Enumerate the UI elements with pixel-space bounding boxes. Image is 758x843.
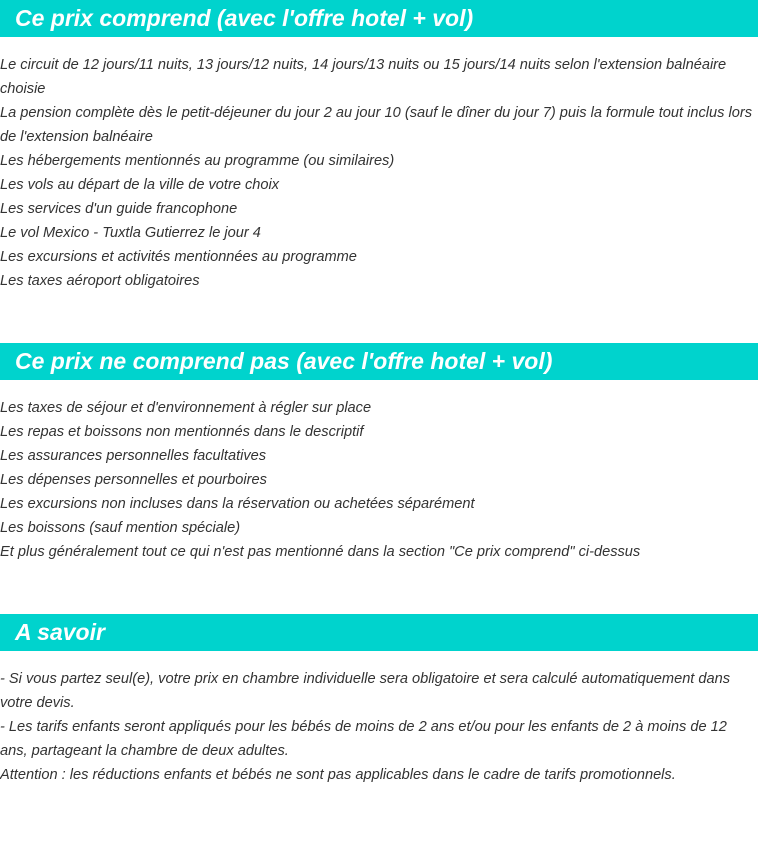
list-item: La pension complète dès le petit-déjeuner du jour 2 au jour 10 (sauf le dîner du jour 7) puis la formule tout inclus lors de l'extension balnéaire	[0, 105, 753, 145]
list-item: Les taxes de séjour et d'environnement à régler sur place	[0, 400, 372, 416]
price-includes-list	[0, 53, 754, 293]
section-heading-price-includes	[0, 0, 758, 37]
list-item: Les assurances personnelles facultatives	[0, 448, 267, 464]
list-item: Les taxes aéroport obligatoires	[0, 273, 200, 289]
price-excludes-list	[0, 396, 754, 564]
list-item: Les vols au départ de la ville de votre choix	[0, 177, 280, 193]
section-heading-text: Ce prix comprend (avec l'offre hotel + vol)	[15, 5, 474, 31]
list-item: Les services d'un guide francophone	[0, 201, 238, 217]
section-heading-text: A savoir	[15, 619, 105, 645]
list-item: Les excursions non incluses dans la réservation ou achetées séparément	[0, 496, 475, 512]
section-heading-price-excludes	[0, 343, 758, 380]
list-item: Le vol Mexico - Tuxtla Gutierrez le jour 4	[0, 225, 261, 241]
list-item: Le circuit de 12 jours/11 nuits, 13 jours/12 nuits, 14 jours/13 nuits ou 15 jours/14 nuits selon l'extension balnéaire choisie	[0, 57, 727, 97]
list-item: Attention : les réductions enfants et bébés ne sont pas applicables dans le cadre de tarifs promotionnels.	[0, 767, 676, 783]
section-heading-good-to-know	[0, 614, 758, 651]
list-item: Et plus généralement tout ce qui n'est pas mentionné dans la section "Ce prix comprend" ci-dessus	[0, 544, 641, 560]
list-item: - Les tarifs enfants seront appliqués pour les bébés de moins de 2 ans et/ou pour les enfants de 2 à moins de 12 ans, partageant la chambre de deux adultes.	[0, 719, 727, 759]
list-item: - Si vous partez seul(e), votre prix en chambre individuelle sera obligatoire et sera calculé automatiquement dans votre devis.	[0, 671, 731, 711]
list-item: Les repas et boissons non mentionnés dans le descriptif	[0, 424, 364, 440]
list-item: Les dépenses personnelles et pourboires	[0, 472, 267, 488]
list-item: Les excursions et activités mentionnées au programme	[0, 249, 357, 265]
section-heading-text: Ce prix ne comprend pas (avec l'offre hotel + vol)	[15, 348, 553, 374]
list-item: Les boissons (sauf mention spéciale)	[0, 520, 241, 536]
good-to-know-list	[0, 667, 754, 787]
list-item: Les hébergements mentionnés au programme (ou similaires)	[0, 153, 395, 169]
